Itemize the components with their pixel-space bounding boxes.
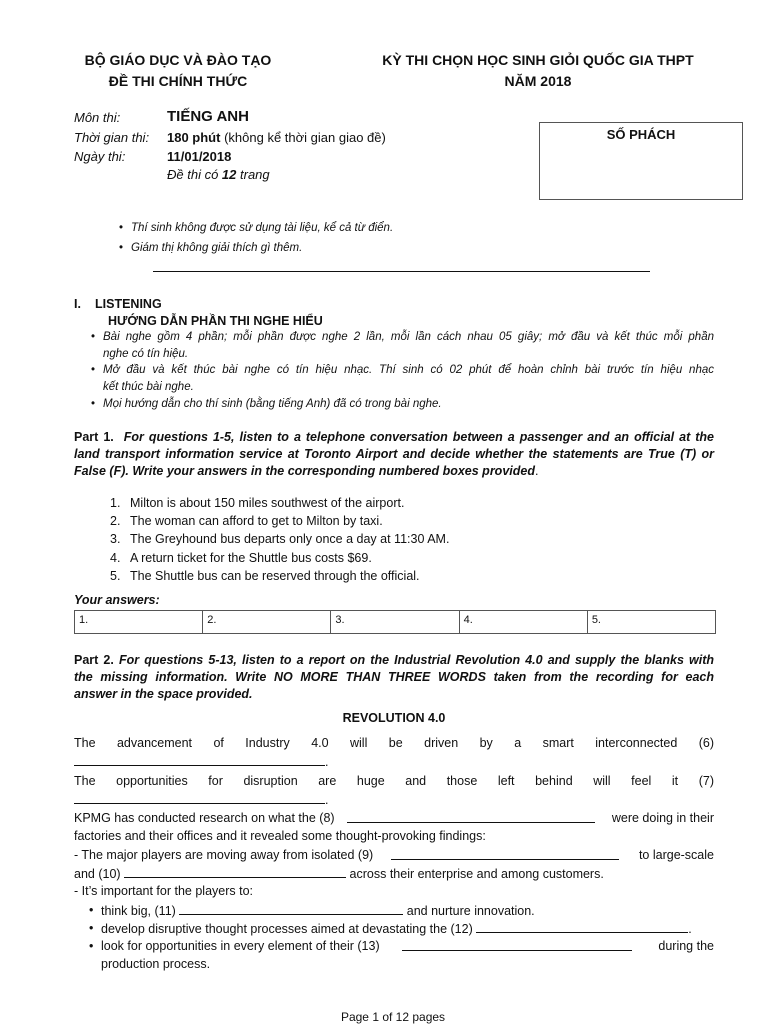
time-value	[167, 130, 386, 145]
question-number: 1.	[110, 496, 121, 510]
so-phach-box	[539, 122, 743, 200]
passage-title: REVOLUTION 4.0	[342, 711, 446, 725]
passage-text: develop disruptive thought processes aimed at devastating the (12)	[101, 922, 473, 936]
passage-text: - The major players are moving away from isolated (9)	[74, 848, 374, 862]
passage-line: production process.	[101, 957, 211, 971]
question-number: 5.	[110, 569, 121, 583]
part1-line3-end: .	[534, 464, 539, 478]
page-footer: Page 1 of 12 pages	[340, 1010, 446, 1024]
gap-13[interactable]	[402, 939, 632, 951]
passage-line: The advancement of Industry 4.0 will be driven by a smart interconnected (6)	[74, 736, 714, 750]
question-item	[110, 514, 383, 528]
page-count-suffix: trang	[236, 167, 270, 182]
answer-table	[74, 610, 716, 634]
passage-line	[74, 866, 604, 881]
passage-text: and (10)	[74, 867, 121, 881]
page-count-prefix: Đề thi có	[167, 167, 222, 182]
time-label: Thời gian thi:	[74, 130, 150, 145]
passage-text: think big, (11)	[101, 904, 176, 918]
passage-text: were doing in their	[611, 811, 714, 825]
passage-text: across their enterprise and among customers.	[349, 867, 604, 881]
part1-instructions	[74, 430, 714, 444]
answer-box[interactable]: 5.	[587, 611, 715, 633]
section-number: I.	[74, 297, 81, 311]
passage-text: during the	[658, 939, 714, 953]
instruction-item: • Thí sinh không được sử dụng tài liệu, kể cả từ điển.	[131, 222, 393, 234]
gap-11[interactable]	[179, 903, 403, 915]
listening-guide-item: • Mở đầu và kết thúc bài nghe có tín hiệu nhạc. Thí sinh có 02 phút để hoàn chỉnh bài trước tín hiệu nhạc	[103, 364, 714, 376]
passage-line	[74, 811, 714, 825]
date-label: Ngày thi:	[74, 149, 126, 164]
date-value: 11/01/2018	[167, 149, 232, 164]
passage-bullet	[101, 939, 714, 953]
answer-box[interactable]: 4.	[459, 611, 587, 633]
time-note: (không kể thời gian giao đề)	[220, 130, 386, 145]
gap-12[interactable]	[476, 921, 688, 933]
exam-title: KỲ THI CHỌN HỌC SINH GIỎI QUỐC GIA THPT	[382, 52, 694, 68]
question-text: A return ticket for the Shuttle bus costs $69.	[130, 551, 372, 565]
gap-10[interactable]	[124, 866, 346, 878]
question-item	[110, 569, 420, 583]
part2-line1: For questions 5-13, listen to a report on the Industrial Revolution 4.0 and supply the blanks with	[118, 653, 715, 667]
page-count-number: 12	[221, 167, 237, 182]
question-text: The woman can afford to get to Milton by taxi.	[130, 514, 383, 528]
ministry-name: BỘ GIÁO DỤC VÀ ĐÀO TẠO	[84, 52, 272, 68]
passage-text: and nurture innovation.	[406, 904, 535, 918]
listening-guide-item-cont: kết thúc bài nghe.	[103, 381, 194, 393]
listening-guide-item: • Mọi hướng dẫn cho thí sinh (bằng tiếng Anh) đã có trong bài nghe.	[103, 398, 442, 410]
question-text: Milton is about 150 miles southwest of the airport.	[130, 496, 405, 510]
part2-instructions	[74, 653, 714, 667]
part2-line3: answer in the space provided.	[74, 687, 253, 701]
question-text: The Shuttle bus can be reserved through the official.	[130, 569, 420, 583]
answer-box[interactable]: 1.	[79, 614, 89, 626]
section-subtitle: HƯỚNG DẪN PHẦN THI NGHE HIỂU	[108, 314, 323, 328]
gap-8[interactable]	[347, 811, 595, 823]
question-item	[110, 551, 372, 565]
listening-guide-item: • Bài nghe gồm 4 phần; mỗi phần được nghe 2 lần, mỗi lần cách nhau 05 giây; mở đầu và kết thúc mỗi phần	[103, 331, 714, 343]
section-title: LISTENING	[95, 297, 162, 311]
passage-bullet: • develop disruptive thought processes aimed at devastating the (12) .	[101, 921, 692, 936]
passage-text: • look for opportunities in every element of their (13)	[101, 939, 380, 953]
part1-line3	[74, 464, 538, 478]
page-count-note	[167, 167, 270, 182]
question-item	[110, 532, 449, 546]
exam-year: NĂM 2018	[504, 73, 572, 89]
passage-line: factories and their offices and it revealed some thought-provoking findings:	[74, 829, 486, 843]
part1-line3-text: False (F). Write your answers in the corresponding numbered boxes provided	[74, 464, 535, 478]
passage-text: KPMG has conducted research on what the (8)	[74, 811, 335, 825]
subject-value: TIẾNG ANH	[167, 108, 249, 125]
passage-line	[74, 848, 714, 862]
official-exam-label: ĐỀ THI CHÍNH THỨC	[108, 73, 248, 89]
question-number: 3.	[110, 532, 121, 546]
question-text: The Greyhound bus departs only once a day at 11:30 AM.	[130, 532, 450, 546]
part1-line1: For questions 1-5, listen to a telephone conversation between a passenger and an official at the	[123, 430, 714, 444]
subject-label: Môn thi:	[74, 110, 121, 125]
question-number: 2.	[110, 514, 121, 528]
part1-line2: land transport information service at Toronto Airport and decide whether the statements are True (T) or	[74, 447, 714, 461]
passage-line: - It’s important for the players to:	[74, 884, 254, 898]
part2-label: Part 2.	[74, 653, 114, 667]
answers-label: Your answers:	[74, 593, 160, 607]
passage-bullet	[101, 903, 535, 918]
part2-line2: the missing information. Write NO MORE THAN THREE WORDS taken from the recording for each	[74, 670, 714, 684]
listening-guide-item-cont: nghe có tín hiệu.	[103, 348, 189, 360]
question-item	[110, 496, 404, 510]
gap-9[interactable]	[391, 848, 619, 860]
time-duration: 180 phút	[167, 130, 221, 145]
gap-6[interactable]: .	[74, 754, 328, 769]
part1-label: Part 1.	[74, 430, 114, 444]
question-number: 4.	[110, 551, 121, 565]
answer-box[interactable]: 3.	[330, 611, 458, 633]
instruction-item: • Giám thị không giải thích gì thêm.	[131, 242, 302, 254]
gap-7[interactable]: .	[74, 792, 328, 807]
answer-box[interactable]: 2.	[202, 611, 330, 633]
divider	[153, 271, 650, 272]
passage-line: The opportunities for disruption are huge and those left behind will feel it (7)	[74, 774, 714, 788]
so-phach-label: SỐ PHÁCH	[606, 127, 676, 142]
passage-text: to large-scale	[638, 848, 714, 862]
